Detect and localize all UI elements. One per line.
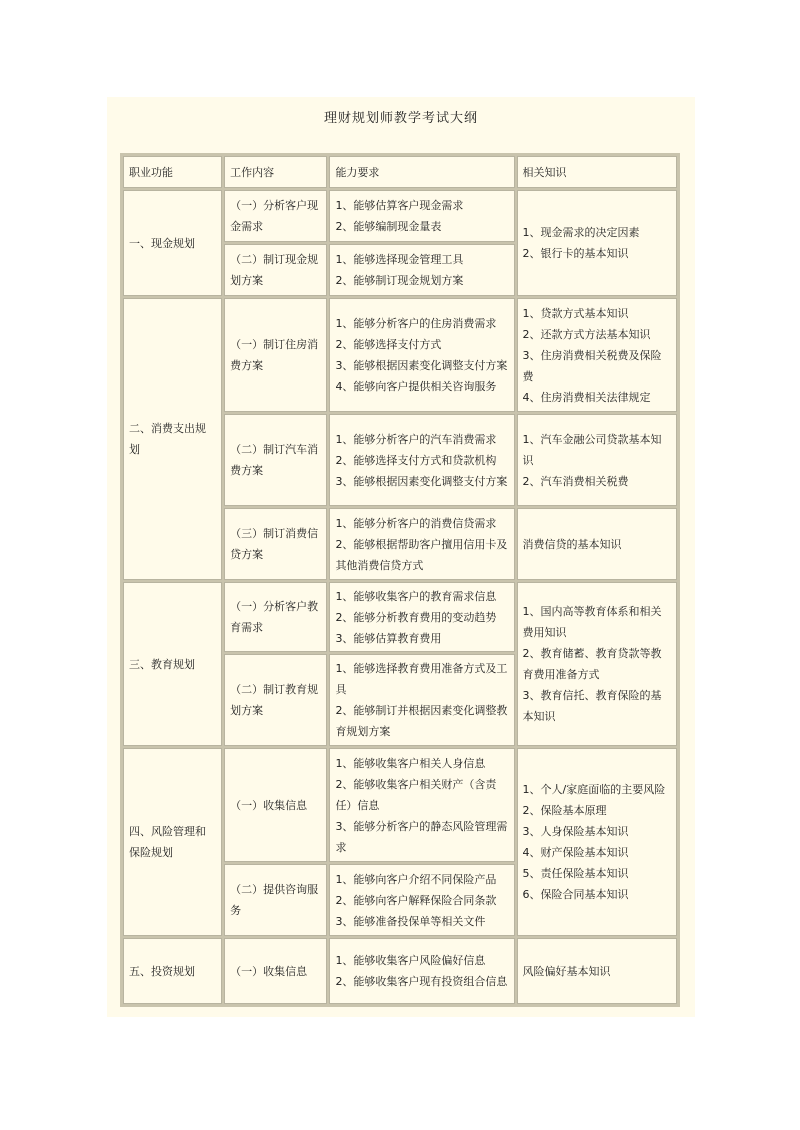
table-header-row (123, 156, 677, 188)
knowledge-item: 5、责任保险基本知识 (522, 867, 629, 880)
ability-cell (329, 938, 514, 1004)
ability-cell (329, 244, 514, 296)
ability-item: 3、能够准备投保单等相关文件 (335, 914, 486, 928)
ability-item: 1、能够向客户介绍不同保险产品 (335, 872, 497, 886)
ability-item: 3、能够根据因素变化调整支付方案 (335, 359, 508, 372)
ability-item: 3、能够分析客户的静态风险管理需求 (335, 819, 508, 854)
function-cell: 五、投资规划 (123, 938, 222, 1004)
ability-cell (329, 864, 514, 936)
ability-item: 2、能够分析教育费用的变动趋势 (335, 610, 497, 624)
ability-item: 2、能够选择支付方式 (335, 338, 442, 351)
knowledge-cell (517, 298, 677, 412)
knowledge-cell (517, 508, 677, 580)
knowledge-item: 2、银行卡的基本知识 (522, 247, 629, 260)
work-cell: （一）分析客户教育需求 (224, 582, 327, 652)
knowledge-item: 2、汽车消费相关税费 (522, 474, 629, 488)
knowledge-cell (517, 414, 677, 506)
ability-item: 3、能够根据因素变化调整支付方案 (335, 474, 508, 488)
ability-item: 1、能够收集客户的教育需求信息 (335, 589, 497, 603)
syllabus-table (120, 153, 680, 1007)
knowledge-item: 3、住房消费相关税费及保险费 (522, 348, 662, 383)
ability-cell (329, 414, 514, 506)
table-row (123, 582, 677, 652)
ability-item: 4、能够向客户提供相关咨询服务 (335, 380, 497, 393)
ability-item: 2、能够选择支付方式和贷款机构 (335, 453, 497, 467)
knowledge-item: 2、保险基本原理 (522, 804, 607, 817)
work-cell: （一）收集信息 (224, 748, 327, 862)
work-cell: （一）制订住房消费方案 (224, 298, 327, 412)
header-cell: 相关知识 (517, 156, 677, 188)
table-row (123, 938, 677, 1004)
function-cell: 一、现金规划 (123, 190, 222, 296)
ability-item: 1、能够分析客户的汽车消费需求 (335, 432, 497, 446)
ability-item: 1、能够选择现金管理工具 (335, 253, 464, 266)
work-cell: （一）收集信息 (224, 938, 327, 1004)
table-row (123, 748, 677, 862)
work-cell: （二）制订教育规划方案 (224, 654, 327, 746)
work-cell: （二）制订现金规划方案 (224, 244, 327, 296)
function-cell: 二、消费支出规划 (123, 298, 222, 580)
ability-item: 1、能够分析客户的消费信贷需求 (335, 516, 497, 530)
ability-cell (329, 748, 514, 862)
table-row (123, 190, 677, 242)
ability-item: 2、能够收集客户现有投资组合信息 (335, 975, 508, 988)
ability-item: 2、能够收集客户相关财产（含责任）信息 (335, 777, 497, 812)
knowledge-cell (517, 582, 677, 746)
knowledge-item: 2、教育储蓄、教育贷款等教育费用准备方式 (522, 647, 662, 681)
ability-item: 1、能够估算客户现金需求 (335, 199, 464, 212)
ability-cell (329, 298, 514, 412)
knowledge-cell (517, 190, 677, 296)
knowledge-item: 4、住房消费相关法律规定 (522, 390, 651, 404)
ability-item: 2、能够编制现金量表 (335, 220, 442, 233)
ability-item: 2、能够制订现金规划方案 (335, 274, 464, 287)
document-panel (107, 97, 695, 1017)
knowledge-item: 1、国内高等教育体系和相关费用知识 (522, 605, 662, 639)
function-cell: 四、风险管理和保险规划 (123, 748, 222, 936)
knowledge-item: 1、现金需求的决定因素 (522, 226, 640, 239)
header-cell: 工作内容 (224, 156, 327, 188)
ability-cell (329, 582, 514, 652)
ability-item: 1、能够分析客户的住房消费需求 (335, 317, 497, 330)
ability-cell (329, 190, 514, 242)
ability-item: 2、能够根据帮助客户擅用信用卡及其他消费信贷方式 (335, 537, 508, 572)
ability-item: 3、能够估算教育费用 (335, 631, 442, 645)
knowledge-item: 消费信贷的基本知识 (522, 537, 622, 551)
knowledge-item: 1、汽车金融公司贷款基本知识 (522, 432, 662, 467)
header-cell: 职业功能 (123, 156, 222, 188)
ability-cell (329, 654, 514, 746)
knowledge-item: 风险偏好基本知识 (522, 964, 611, 978)
knowledge-item: 1、贷款方式基本知识 (522, 306, 629, 320)
table-row (123, 298, 677, 412)
header-cell: 能力要求 (329, 156, 514, 188)
work-cell: （三）制订消费信贷方案 (224, 508, 327, 580)
work-cell: （二）制订汽车消费方案 (224, 414, 327, 506)
ability-cell (329, 508, 514, 580)
function-cell: 三、教育规划 (123, 582, 222, 746)
work-cell: （一）分析客户现金需求 (224, 190, 327, 242)
knowledge-cell (517, 938, 677, 1004)
knowledge-item: 6、保险合同基本知识 (522, 888, 629, 901)
knowledge-item: 4、财产保险基本知识 (522, 846, 629, 859)
ability-item: 1、能够收集客户风险偏好信息 (335, 954, 486, 967)
knowledge-item: 3、教育信托、教育保险的基本知识 (522, 689, 662, 723)
ability-item: 2、能够向客户解释保险合同条款 (335, 893, 497, 907)
page-title: 理财规划师教学考试大纲 (323, 111, 478, 126)
knowledge-item: 2、还款方式方法基本知识 (522, 327, 651, 341)
knowledge-item: 1、个人/家庭面临的主要风险 (522, 783, 666, 796)
knowledge-item: 3、人身保险基本知识 (522, 825, 629, 838)
ability-item: 1、能够选择教育费用准备方式及工具 (335, 662, 508, 696)
ability-item: 1、能够收集客户相关人身信息 (335, 756, 486, 770)
ability-item: 2、能够制订并根据因素变化调整教育规划方案 (335, 704, 508, 738)
knowledge-cell (517, 748, 677, 936)
work-cell: （二）提供咨询服务 (224, 864, 327, 936)
